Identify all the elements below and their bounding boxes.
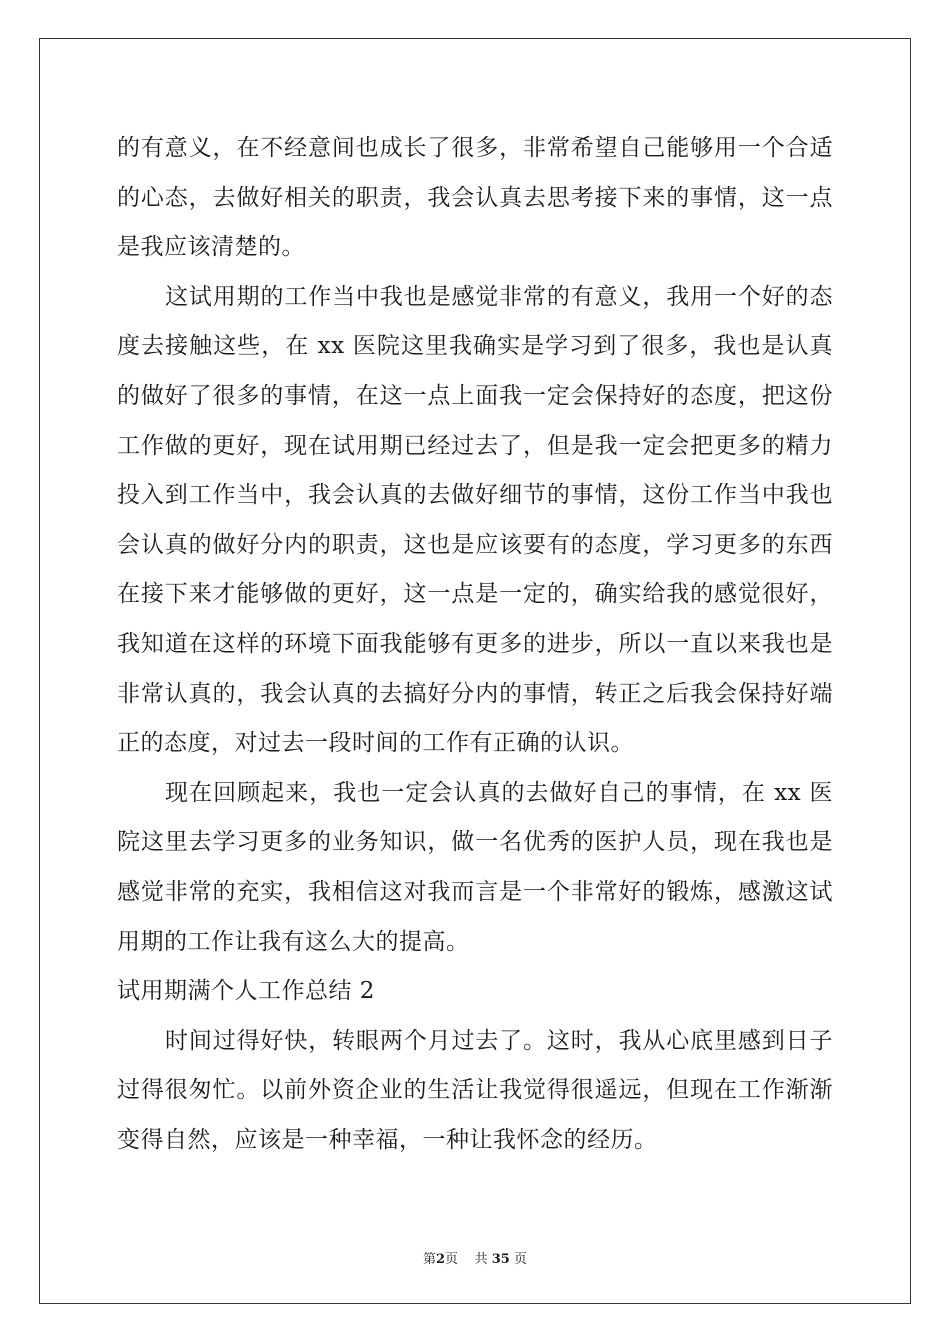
text-line: 时间过得好快，转眼两个月过去了。这时，我从心底里感到日子 [165, 1027, 833, 1054]
text-line: 会认真的做好分内的职责，这也是应该要有的态度，学习更多的东西 [117, 531, 833, 558]
section-heading: 试用期满个人工作总结 2 [117, 978, 375, 1005]
text-line: 是我应该清楚的。 [117, 234, 305, 261]
paragraph [117, 124, 833, 273]
text-line: 的有意义，在不经意间也成长了很多，非常希望自己能够用一个合适 [117, 135, 833, 161]
text-line: 现在回顾起来，我也一定会认真的去做好自己的事情，在 xx 医 [165, 779, 833, 806]
paragraph [117, 1017, 833, 1166]
text-line: 的心态，去做好相关的职责，我会认真去思考接下来的事情，这一点 [117, 184, 833, 211]
paragraph [117, 769, 833, 967]
total-pages: 35 [491, 1252, 510, 1267]
text-line: 度去接触这些，在 xx 医院这里我确实是学习到了很多，我也是认真 [117, 333, 833, 360]
text-line: 变得自然，应该是一种幸福，一种让我怀念的经历。 [117, 1126, 658, 1153]
text-line: 工作做的更好，现在试用期已经过去了，但是我一定会把更多的精力 [117, 432, 833, 459]
page-footer [0, 1248, 950, 1267]
text-line: 这试用期的工作当中我也是感觉非常的有意义，我用一个好的态 [165, 283, 833, 310]
page-label-prefix: 第 [422, 1252, 436, 1267]
page-number: 2 [436, 1252, 446, 1267]
text-line: 过得很匆忙。以前外资企业的生活让我觉得很遥远，但现在工作渐渐 [117, 1077, 833, 1104]
page-label-suffix: 页 [445, 1252, 459, 1267]
text-line: 正的态度，对过去一段时间的工作有正确的认识。 [117, 730, 634, 757]
text-line: 投入到工作当中，我会认真的去做好细节的事情，这份工作当中我也 [117, 482, 833, 509]
text-line: 院这里去学习更多的业务知识，做一名优秀的医护人员，现在我也是 [117, 829, 833, 856]
text-line: 非常认真的，我会认真的去搞好分内的事情，转正之后我会保持好端 [117, 680, 833, 707]
document-body [117, 124, 833, 1165]
total-label-prefix: 共 [474, 1252, 488, 1267]
total-label-suffix: 页 [513, 1252, 527, 1267]
text-line: 的做好了很多的事情，在这一点上面我一定会保持好的态度，把这份 [117, 382, 833, 409]
text-line: 我知道在这样的环境下面我能够有更多的进步，所以一直以来我也是 [117, 630, 833, 657]
text-line: 用期的工作让我有这么大的提高。 [117, 928, 470, 955]
text-line: 在接下来才能够做的更好，这一点是一定的，确实给我的感觉很好， [117, 581, 833, 608]
paragraph [117, 273, 833, 769]
text-line: 感觉非常的充实，我相信这对我而言是一个非常好的锻炼，感激这试 [117, 878, 833, 905]
